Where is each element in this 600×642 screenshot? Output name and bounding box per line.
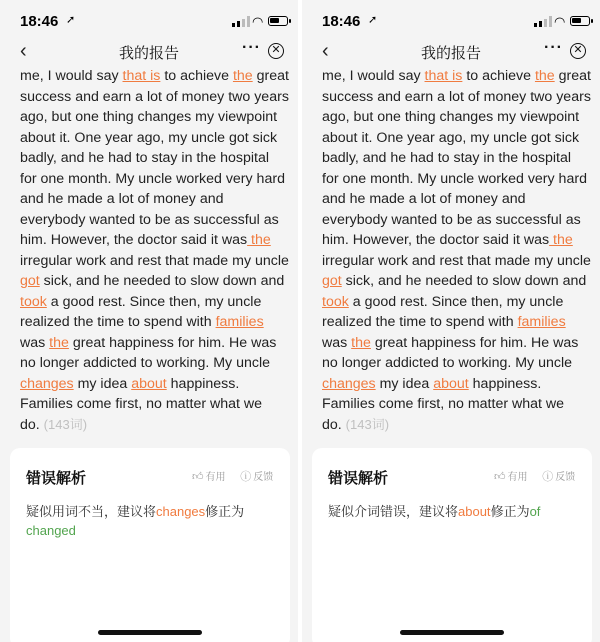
signal-icon: [534, 16, 552, 27]
close-circle-icon[interactable]: ✕: [570, 43, 586, 59]
essay-segment: do.: [20, 416, 44, 433]
essay-segment: him. However, the doctor said it was: [322, 232, 550, 248]
battery-icon: [570, 16, 590, 26]
essay-line: [322, 210, 590, 231]
error-word[interactable]: took: [322, 293, 349, 310]
error-word[interactable]: about: [433, 375, 469, 392]
wifi-icon: ◠: [554, 14, 566, 29]
essay-text: [20, 66, 288, 435]
nav-bar: [0, 38, 298, 66]
page-title: 我的报告: [420, 45, 481, 62]
essay-segment: my idea: [375, 375, 434, 392]
essay-line: [322, 353, 590, 374]
original-word: about: [458, 504, 491, 519]
location-arrow-icon: ➚: [368, 14, 378, 26]
essay-line: [20, 87, 288, 108]
essay-line: [20, 415, 288, 436]
analysis-middle: 修正为: [490, 504, 530, 519]
close-circle-icon[interactable]: ✕: [268, 43, 284, 59]
essay-segment: a good rest. Since then, my uncle: [46, 293, 262, 310]
essay-segment: no longer addicted to working. My uncle: [322, 355, 572, 371]
essay-line: [322, 230, 590, 251]
feedback-label: 反馈: [253, 472, 274, 483]
suggested-word: of: [529, 504, 541, 519]
essay-line: [20, 271, 288, 292]
error-analysis-card: [10, 448, 290, 642]
error-word[interactable]: got: [322, 273, 342, 289]
info-circle-icon: ⓘ: [542, 471, 554, 483]
essay-line: [322, 66, 590, 87]
analysis-middle: 修正为: [205, 504, 245, 519]
error-word[interactable]: the: [232, 68, 253, 84]
essay-line: [20, 107, 288, 128]
essay-segment: to achieve: [160, 68, 233, 84]
error-word[interactable]: about: [131, 375, 167, 392]
error-word[interactable]: the: [549, 232, 573, 248]
essay-line: [20, 210, 288, 231]
essay-segment: and he made a lot of money and: [322, 191, 526, 207]
essay-segment: no longer addicted to working. My uncle: [20, 355, 270, 371]
essay-text: [322, 66, 590, 435]
thumbs-up-icon: 👍︎: [192, 471, 204, 483]
feedback-button[interactable]: [542, 468, 575, 484]
page-title: 我的报告: [118, 45, 179, 62]
essay-line: [322, 271, 590, 292]
error-word[interactable]: the: [49, 334, 69, 351]
essay-segment: realized the time to spend with: [322, 314, 518, 330]
battery-icon: [268, 16, 288, 26]
essay-segment: great: [554, 68, 591, 84]
error-word[interactable]: the: [534, 68, 555, 84]
error-word[interactable]: took: [20, 293, 47, 310]
nav-bar: [302, 38, 600, 66]
wifi-icon: ◠: [252, 14, 264, 29]
useful-label: 有用: [507, 472, 528, 483]
essay-segment: great happiness for him. He was: [370, 334, 579, 351]
more-options-icon[interactable]: ···: [544, 39, 563, 56]
essay-line: [20, 128, 288, 149]
mini-program-capsule: [540, 40, 596, 64]
status-bar: [0, 0, 298, 40]
essay-line: [322, 394, 590, 415]
error-word[interactable]: that is: [122, 68, 161, 84]
useful-button[interactable]: [192, 468, 226, 483]
analysis-prefix: 疑似用词不当，建议将: [26, 504, 157, 519]
essay-line: [20, 230, 288, 251]
essay-segment: to achieve: [462, 68, 535, 84]
essay-segment: irregular work and rest that made my uncle: [322, 252, 591, 269]
info-circle-icon: ⓘ: [240, 471, 252, 483]
essay-segment: realized the time to spend with: [20, 314, 216, 330]
essay-line: [20, 66, 288, 87]
essay-line: [20, 189, 288, 210]
essay-segment: badly, and he had to stay in the hospital: [322, 150, 571, 166]
error-analysis-card: [312, 448, 592, 642]
essay-line: [322, 148, 590, 169]
essay-segment: about it. One year ago, my uncle got sick: [322, 129, 580, 146]
essay-segment: was: [322, 334, 352, 351]
essay-segment: Families come first, no matter what we: [322, 396, 565, 412]
location-arrow-icon: ➚: [66, 14, 76, 26]
essay-line: [322, 333, 590, 354]
essay-line: [20, 333, 288, 354]
suggested-word: changed: [26, 523, 76, 538]
essay-segment: everybody wanted to be as successful as: [20, 211, 279, 228]
error-word[interactable]: changes: [322, 375, 376, 392]
essay-line: [20, 148, 288, 169]
useful-button[interactable]: [494, 468, 528, 483]
essay-segment: success and earn a lot of money two years: [322, 88, 591, 105]
error-word[interactable]: changes: [20, 375, 74, 392]
essay-segment: do.: [322, 416, 346, 433]
essay-segment: great: [252, 68, 289, 84]
essay-line: [20, 169, 288, 190]
home-indicator: [98, 630, 202, 635]
essay-segment: about it. One year ago, my uncle got sick: [20, 129, 278, 146]
error-word[interactable]: that is: [424, 68, 463, 84]
back-arrow-icon[interactable]: ‹: [322, 40, 329, 62]
essay-line: [20, 251, 288, 272]
essay-segment: for one month. My uncle worked very hard: [322, 170, 587, 187]
essay-segment: a good rest. Since then, my uncle: [348, 293, 564, 310]
card-actions: [494, 468, 587, 484]
essay-segment: ago, but one thing changes my viewpoint: [322, 109, 580, 125]
card-title: 错误解析: [26, 470, 87, 487]
more-options-icon[interactable]: ···: [242, 39, 261, 56]
essay-line: [322, 107, 590, 128]
status-time: 18:46: [322, 13, 361, 30]
error-word[interactable]: the: [247, 232, 271, 248]
essay-line: [322, 292, 590, 313]
status-bar: [302, 0, 600, 40]
essay-line: [20, 312, 288, 333]
essay-line: [322, 312, 590, 333]
thumbs-up-icon: 👍︎: [494, 471, 506, 483]
essay-segment: sick, and he needed to slow down and: [341, 273, 587, 289]
word-count: (143词): [345, 416, 390, 432]
essay-line: [20, 374, 288, 395]
error-word[interactable]: families: [215, 314, 264, 330]
error-word[interactable]: families: [517, 314, 566, 330]
essay-segment: ago, but one thing changes my viewpoint: [20, 109, 278, 125]
essay-segment: irregular work and rest that made my uncle: [20, 252, 289, 269]
card-title: 错误解析: [328, 470, 389, 487]
essay-segment: great happiness for him. He was: [68, 334, 277, 351]
card-actions: [192, 468, 285, 484]
essay-segment: everybody wanted to be as successful as: [322, 211, 581, 228]
feedback-label: 反馈: [555, 472, 576, 483]
essay-segment: happiness.: [166, 375, 240, 392]
essay-line: [20, 292, 288, 313]
essay-line: [322, 169, 590, 190]
essay-segment: badly, and he had to stay in the hospital: [20, 150, 269, 166]
word-count: (143词): [43, 416, 88, 432]
status-time: 18:46: [20, 13, 59, 30]
essay-segment: me, I would say: [322, 68, 425, 84]
useful-label: 有用: [205, 472, 226, 483]
essay-segment: success and earn a lot of money two years: [20, 88, 289, 105]
mini-program-capsule: [238, 40, 294, 64]
error-word[interactable]: the: [351, 334, 371, 351]
error-word[interactable]: got: [20, 273, 40, 289]
essay-segment: me, I would say: [20, 68, 123, 84]
essay-line: [322, 374, 590, 395]
essay-segment: him. However, the doctor said it was: [20, 232, 248, 248]
essay-segment: and he made a lot of money and: [20, 191, 224, 207]
essay-line: [322, 251, 590, 272]
home-indicator: [400, 630, 504, 635]
original-word: changes: [156, 504, 206, 519]
essay-segment: happiness.: [468, 375, 542, 392]
essay-line: [322, 415, 590, 436]
feedback-button[interactable]: [240, 468, 273, 484]
essay-line: [322, 87, 590, 108]
screenshot-right: [302, 0, 600, 642]
screenshot-left: [0, 0, 298, 642]
essay-line: [322, 189, 590, 210]
analysis-prefix: 疑似介词错误，建议将: [328, 504, 459, 519]
essay-line: [322, 128, 590, 149]
essay-line: [20, 394, 288, 415]
essay-segment: was: [20, 334, 50, 351]
essay-segment: my idea: [73, 375, 132, 392]
essay-segment: sick, and he needed to slow down and: [39, 273, 285, 289]
analysis-text: [328, 502, 578, 521]
essay-segment: for one month. My uncle worked very hard: [20, 170, 285, 187]
back-arrow-icon[interactable]: ‹: [20, 40, 27, 62]
essay-line: [20, 353, 288, 374]
essay-segment: Families come first, no matter what we: [20, 396, 263, 412]
analysis-text: [26, 502, 276, 540]
signal-icon: [232, 16, 250, 27]
